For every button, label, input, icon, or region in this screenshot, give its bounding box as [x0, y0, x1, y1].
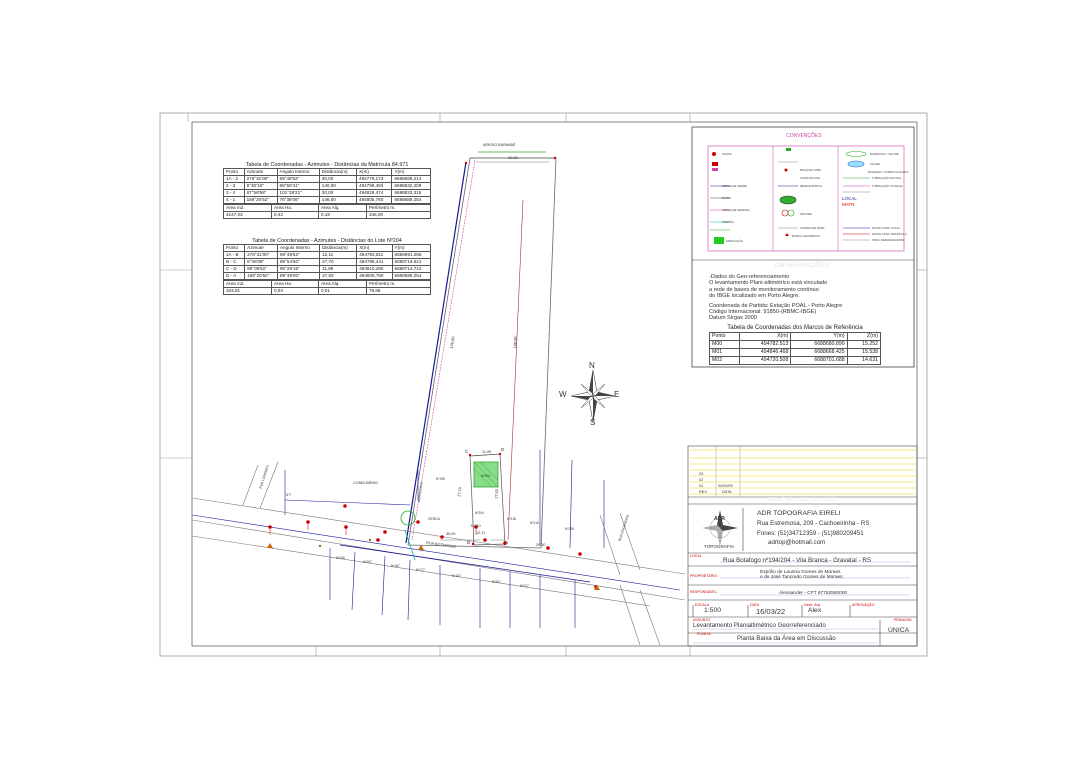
observation-line: do IBGE localizado em Porto Alegre.: [709, 293, 800, 300]
company-email: adrtop@hotmail.com: [768, 539, 826, 546]
street-right-label: RUA DOURADOS: [617, 514, 630, 542]
lot-corner-c: C: [465, 449, 469, 454]
logo-caption: TOPOGRAFIA: [704, 544, 735, 549]
legend-item: TUBULAÇÃO CLOACAL: [872, 184, 903, 188]
legend-item: PROJ. REMANESCENTE: [872, 238, 905, 242]
north-label: N: [589, 361, 595, 370]
legend-item: CERCA DE MADEIRA: [722, 208, 750, 212]
revision-number: 02: [699, 478, 704, 482]
plot-label: Nº177: [416, 568, 425, 572]
top-neighbor-label: ARROIO BARNABÉ: [483, 143, 516, 147]
subject-value: Levantamento Planialtimétrico Georreferenciado: [693, 622, 826, 629]
muro-cerca-label: MURO/CERCA: [416, 481, 424, 503]
legend-item: EDIFICAÇÃO: [726, 239, 744, 243]
observations-title: OBSERVAÇÕES: [775, 262, 830, 269]
revision-date: 00/00/00: [718, 484, 733, 488]
observation-line: O levantamento Plani-altimétrico está vinculado: [709, 280, 828, 287]
plot-label: Nº204: [475, 511, 484, 515]
legend-item: CURVAS DE NÍVEL: [800, 226, 825, 230]
logo-text: ADR: [714, 516, 725, 522]
north-arrow: [571, 370, 615, 422]
observation-line: Datum Sirgas 2000: [709, 315, 757, 322]
muro-label: MURO: [471, 524, 481, 528]
lote-table-title: Tabela de Coordenadas - Azimutes - Distâncias do Lote Nº204: [252, 238, 402, 244]
approval-field-label: APROVAÇÃO: [852, 603, 875, 607]
observation-line: Coordenada de Partida: Estação POAL - Porto Alegre: [709, 302, 843, 309]
plot-label: Nº149: [336, 556, 345, 560]
legend-item: POSTE: [722, 152, 732, 156]
neighbour-lots-north: [285, 450, 604, 548]
left-boundary-line: [406, 162, 469, 543]
plot-label: Nº198: [436, 477, 445, 481]
lot-corner-b: B: [467, 540, 471, 545]
company-address: Rua Estremosa, 209 - Cachoeirinha - RS: [757, 520, 870, 527]
legend-item: REDE ELÉTRICA: [800, 184, 823, 188]
drawing-value: Alex: [808, 607, 822, 614]
observations-text: [709, 274, 842, 322]
survey-markers: [267, 540, 600, 590]
legend-item: AÇUDE: [870, 162, 880, 166]
table-row: 1A - 2 279°31'00" 89°49'52" 30,00 494776,173 6688689,214: [224, 176, 431, 183]
street-left-label: RUA LONDRES: [258, 464, 270, 490]
legend-item: CAIXA PLUVIAL: [800, 176, 821, 180]
legend-item: ÁRVORE: [800, 212, 812, 216]
lot-corner-d: D: [501, 447, 505, 452]
table-row: D - A 189°20'52" 89°49'00" 27,83 494805,760 6688689,254: [224, 273, 431, 280]
legend-item: BARRANCO / TALUDE: [870, 152, 899, 156]
legend-item: PORTÃO: [722, 220, 734, 224]
right-dimension: 140,00: [512, 336, 518, 349]
south-label: S: [590, 418, 596, 427]
table-header-row: Ponto X(m) Y(m) Z(m): [710, 333, 881, 341]
legend-local-label: LOCAL: [842, 196, 857, 201]
tree-symbol: [401, 511, 415, 525]
legend-item: DIVISA CONF. MATRÍCULA: [872, 232, 907, 236]
drawing-field-label: Dese. Arq.: [804, 603, 821, 607]
lot-number-label: Nº204: [481, 474, 490, 478]
table-row: M02 494720.508 6688701.688 14.631: [710, 357, 881, 365]
legend-item: CERCA DE ARAME: [722, 184, 747, 188]
plot-label: Nº7: [286, 493, 292, 497]
legend-item: BANHADO / CAMPO ALAGADO: [868, 170, 909, 174]
street-edge-blue: [192, 515, 680, 590]
legend-title: CONVENÇÕES: [786, 133, 822, 139]
owner-field-label: PROPRIETÁRIO: [690, 574, 718, 578]
streets: [192, 462, 685, 645]
plot-label: Nº218: [530, 521, 539, 525]
owner-line-2: e de José Tancredo Gomes de Moraes: [760, 575, 843, 580]
marcos-table-title: Tabela de Coordenadas dos Marcos de Referência: [727, 325, 863, 331]
street-main-label: RUA BOTAFOGO: [425, 540, 457, 550]
marcos-table: [709, 325, 881, 365]
company-phones: Fones: (51)34712359 - (51)980209451: [757, 530, 864, 537]
matricula-area-table: [223, 204, 431, 219]
condominio-label: CONDOMÍNIO: [353, 481, 379, 485]
lot-bottom-dimension: 30,00: [446, 532, 456, 536]
legend-matr-label: MATR.: [842, 202, 856, 207]
revisions-title: RELATÓRIO DE REVISÕES: [768, 497, 839, 503]
legend-item: MURO: [722, 196, 731, 200]
observation-line: -Dados do Geo-referenciamento: [709, 274, 790, 280]
plot-label: Nº217: [520, 584, 529, 588]
table-row: 1A - B 279°31'00" 89°49'52" 12,11 494783,811 6688691,258: [224, 252, 431, 259]
plot-label: Nº157: [363, 560, 372, 564]
plot-label: Nº207: [492, 580, 501, 584]
plot-label: Nº187: [452, 574, 461, 578]
lot-side-dimension-2: 27,83: [494, 489, 499, 499]
legend-item: MARCO GEODÉSICO: [792, 234, 821, 238]
table-row: 4 - 1 189°20'52" 78°38'06" 146,00 494805,760 6688689,254: [224, 197, 431, 204]
local-field-label: LOCAL: [690, 554, 702, 558]
table-header-row: Ponto Azimute Angulo Interno Distância(m) X(m) Y(m): [224, 245, 431, 252]
table-row: M01 494846.468 6688668.425 15.538: [710, 349, 881, 357]
matricula-table-title: Tabela de Coordenadas - Azimutes - Distâncias da Matrícula 84.971: [245, 162, 409, 168]
revision-number-header: REV.: [699, 490, 708, 494]
revision-number: 01: [699, 484, 704, 488]
table-header-row: Area m2. Area Ha. Area Alq. Perímetro m.: [224, 205, 431, 212]
plot-label: Nº167: [391, 564, 400, 568]
company-logo: [700, 508, 740, 552]
sheet-field-label: PRANCHA: [894, 618, 912, 622]
date-value: 16/03/22: [756, 607, 786, 616]
lot-top-dimension: 11,99: [482, 450, 492, 454]
table-row: 334,81 0,03 0,01 79,68: [224, 288, 431, 295]
cerca-label: CERCA: [428, 517, 440, 521]
plot-label: Nº218: [507, 517, 516, 521]
table-row: 3 - 4 87°58'58" 101°36'21" 30,00 494829,474 6688833,315: [224, 190, 431, 197]
east-label: E: [614, 390, 620, 399]
observation-line: Código Internacional: 91850-(RBMC-IBGE): [709, 309, 817, 316]
scale-field-label: ESCALA: [695, 603, 710, 607]
table-row: M00 494782.513 6688680.890 15.252: [710, 341, 881, 349]
table-row: 2 - 3 9°30'19" 89°50'41" 140,00 494799,493 6688832,209: [224, 183, 431, 190]
table-header-row: Ponto Azimute Angulo Interno Distância(m) X(m) Y(m): [224, 169, 431, 176]
sheet-value: ÚNICA: [888, 627, 910, 634]
revision-number: 03: [699, 472, 704, 476]
plan-field-label: PLANTA: [697, 632, 711, 636]
scale-value: 1:500: [704, 607, 722, 614]
company-name: ADR TOPOGRAFIA EIRELI: [757, 510, 841, 517]
table-row: C - D 99°09'52" 90°28'16" 11,99 494810,280 6688714,712: [224, 266, 431, 273]
top-dimension: 30,00: [508, 155, 519, 160]
matricula-azimuth-table: [223, 162, 431, 204]
left-dimension: 146,00: [448, 336, 456, 349]
responsible-field-label: RESPONSÁVEL: [690, 590, 717, 594]
west-label: W: [559, 390, 567, 399]
subject-field-label: ASSUNTO: [693, 618, 711, 622]
lot-corner-a: A: [505, 540, 509, 545]
observation-line: a rede de bases de monitoramento contínuo: [709, 286, 819, 293]
legend-item: BOCA DE LOBO: [800, 168, 821, 172]
lot-bottom-dimension-3: 29,30: [536, 543, 546, 547]
table-row: B - C 8°36'08" 89°54'50" 27,70 494788,441 6688719,621: [224, 259, 431, 266]
lote-area-table: [223, 280, 431, 295]
responsible-value: Alexsander - CFT 67752550000: [779, 591, 848, 596]
owner-line-1: Espólio de Laurina Gomes de Moraes: [760, 570, 841, 575]
lot-side-dimension: 27,70: [457, 487, 463, 497]
plot-label: Nº226: [565, 527, 574, 531]
revision-date-header: DATA: [722, 490, 732, 494]
date-field-label: DATA: [750, 603, 760, 607]
local-value: Rua Botafogo nº194/204 - Vila Branca - Gravataí - RS: [723, 557, 871, 564]
plan-value: Planta Baixa da Área em Discussão: [737, 635, 836, 642]
legend-item: DIVISA CONF. LOCAL: [872, 226, 901, 230]
table-header-row: Area m2. Area Ha. Area Alq. Perímetro m.: [224, 281, 431, 288]
lote-azimuth-table: [223, 238, 431, 280]
legend-item: TUBULAÇÃO PLUVIAL: [872, 176, 902, 180]
table-row: 4247,03 0,42 0,18 346,00: [224, 212, 431, 219]
lot-bottom-dimension-2: 12,11: [476, 531, 486, 535]
